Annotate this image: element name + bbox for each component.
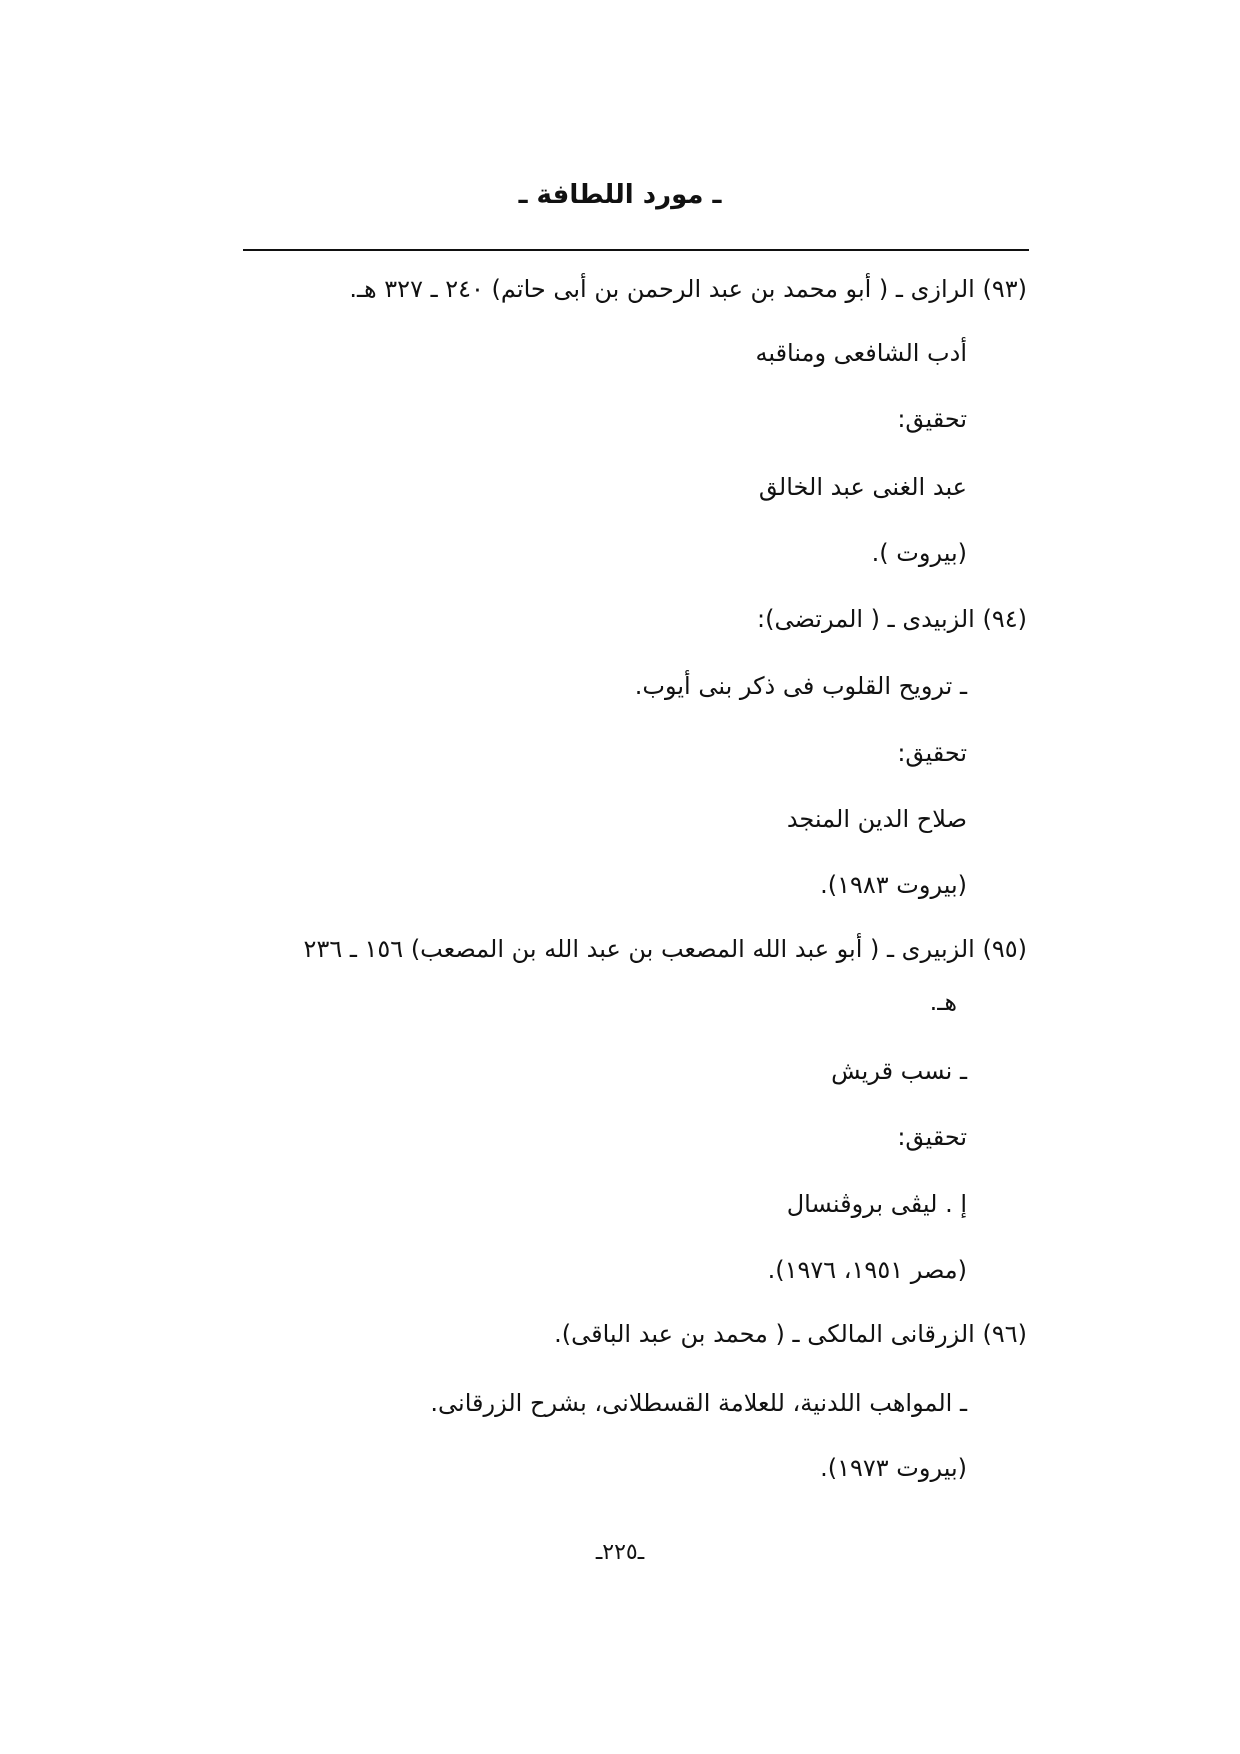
entry-95-editing-label: تحقيق: [897,1123,967,1151]
entry-93-book-title: أدب الشافعى ومناقبه [755,339,967,367]
entry-96-book-title: ـ المواهب اللدنية، للعلامة القسطلانى، بشرح الزرقانى. [430,1389,967,1417]
entry-94-editor: صلاح الدين المنجد [786,805,967,833]
entry-95-heading-continuation: هـ. [929,988,957,1016]
page-header-title: ـ مورد اللطافة ـ [518,180,722,210]
entry-94-heading: (٩٤) الزبيدى ـ ( المرتضى): [757,605,1027,633]
entry-95-heading: (٩٥) الزبيرى ـ ( أبو عبد الله المصعب بن عبد الله بن المصعب) ١٥٦ ـ ٢٣٦ [303,935,1027,963]
entry-94-publication: (بيروت ١٩٨٣). [820,871,967,899]
entry-96-publication: (بيروت ١٩٧٣). [820,1454,967,1482]
page-number: ـ٢٢٥ـ [595,1540,645,1565]
entry-93-editor: عبد الغنى عبد الخالق [758,473,967,501]
entry-94-editing-label: تحقيق: [897,739,967,767]
header-divider [243,249,1029,251]
entry-94-book-title: ـ ترويح القلوب فى ذكر بنى أيوب. [634,672,967,700]
entry-93-editing-label: تحقيق: [897,405,967,433]
entry-93-publication: (بيروت ). [871,539,967,567]
entry-96-heading: (٩٦) الزرقانى المالكى ـ ( محمد بن عبد الباقى). [554,1320,1027,1348]
entry-95-book-title: ـ نسب قريش [831,1057,967,1085]
entry-93-heading: (٩٣) الرازى ـ ( أبو محمد بن عبد الرحمن بن أبى حاتم) ٢٤٠ ـ ٣٢٧ هـ. [349,275,1027,303]
entry-95-editor: إ . ليڤى بروڤنسال [786,1190,967,1218]
entry-95-publication: (مصر ١٩٥١، ١٩٧٦). [767,1256,967,1284]
